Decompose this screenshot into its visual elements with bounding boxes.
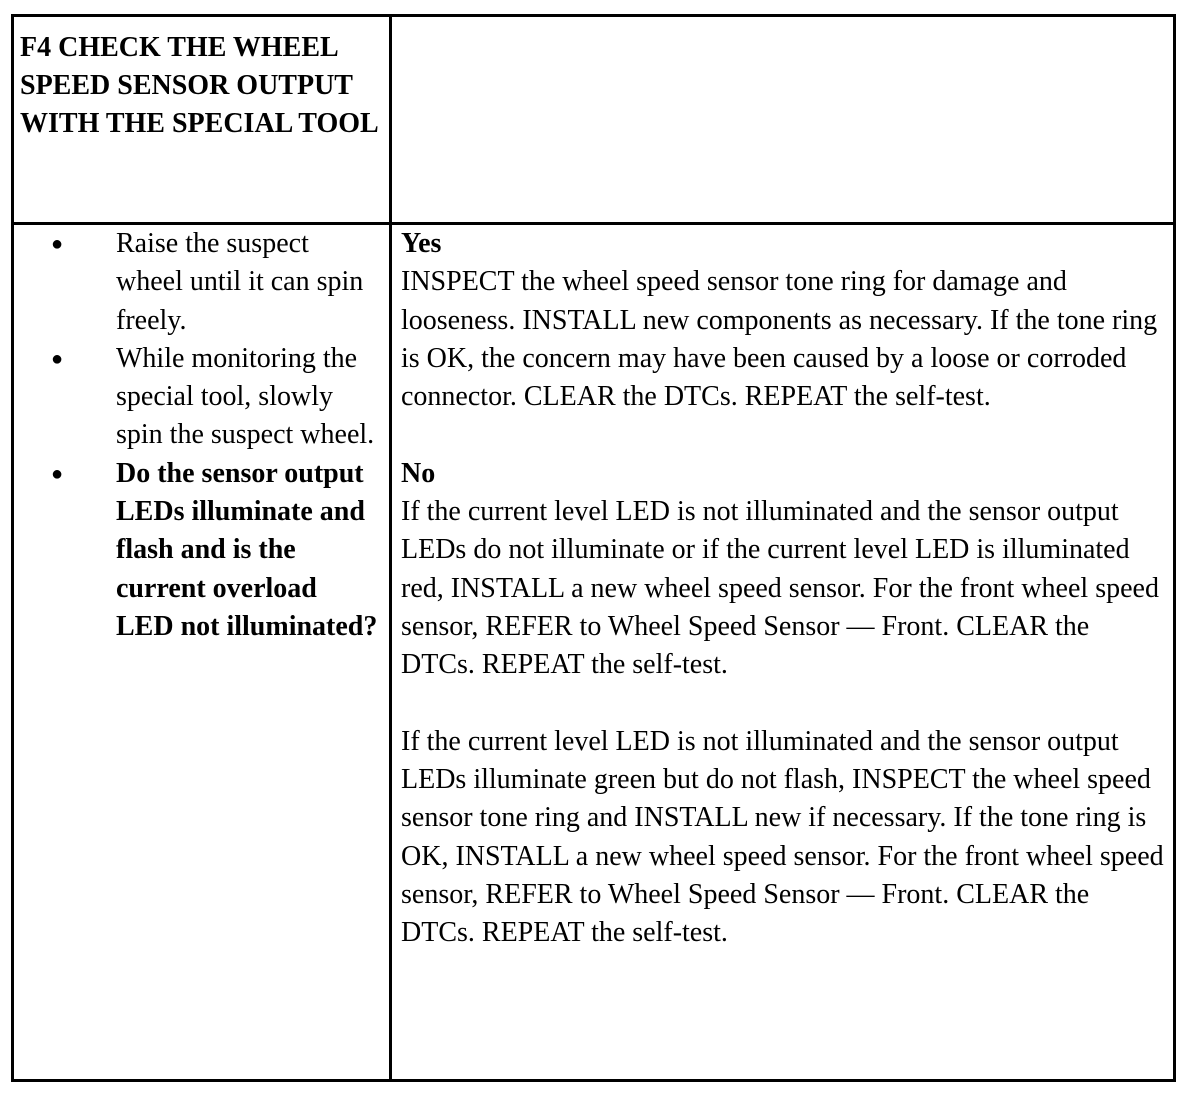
action-text: While monitoring the special tool, slowly spin the suspect wheel. — [116, 342, 375, 451]
bullet-icon: ● — [51, 233, 64, 255]
yes-text: INSPECT the wheel speed sensor tone ring for damage and looseness. INSTALL new components as necessary. If the tone ring is OK, the concern may have been caused by a loose or corroded connector. CLEAR the DTCs. REPEAT the self-test. — [401, 266, 1158, 413]
actions-list — [14, 225, 381, 646]
action-text: Raise the suspect wheel until it can spin freely. — [116, 228, 364, 336]
question-text: Do the sensor output LEDs illuminate and flash and is the current overload LED not illuminated? — [116, 457, 378, 642]
results — [401, 225, 1165, 953]
no-label: No — [401, 457, 436, 489]
step-title: F4 CHECK THE WHEEL SPEED SENSOR OUTPUT WITH THE SPECIAL TOOL — [20, 32, 379, 139]
results-cell — [392, 225, 1173, 1079]
no-text-1: If the current level LED is not illuminated and the sensor output LEDs do not illuminate or if the current level LED is illuminated red, INSTALL a new wheel speed sensor. For the front wheel speed sensor, REFER to Wheel Speed Sensor — Front. CLEAR the DTCs. REPEAT the self-test. — [401, 496, 1159, 681]
bullet-icon: ● — [51, 347, 64, 370]
diagnostic-step-table — [11, 14, 1176, 1082]
no-text-2: If the current level LED is not illuminated and the sensor output LEDs illuminate green but do not flash, INSPECT the wheel speed sensor tone ring and INSTALL new if necessary. If the tone ring is OK, INSTALL a new wheel speed sensor. For the front wheel speed sensor, REFER to Wheel Speed Sensor — Front. CLEAR the DTCs. REPEAT the self-test. — [401, 725, 1164, 949]
yes-label: Yes — [401, 228, 442, 259]
action-item — [14, 225, 381, 340]
action-item — [14, 340, 381, 455]
action-question — [14, 455, 381, 646]
header-empty-cell — [392, 17, 1173, 225]
actions-cell — [14, 225, 392, 1079]
step-title-cell — [14, 17, 392, 225]
bullet-icon: ● — [51, 462, 64, 485]
